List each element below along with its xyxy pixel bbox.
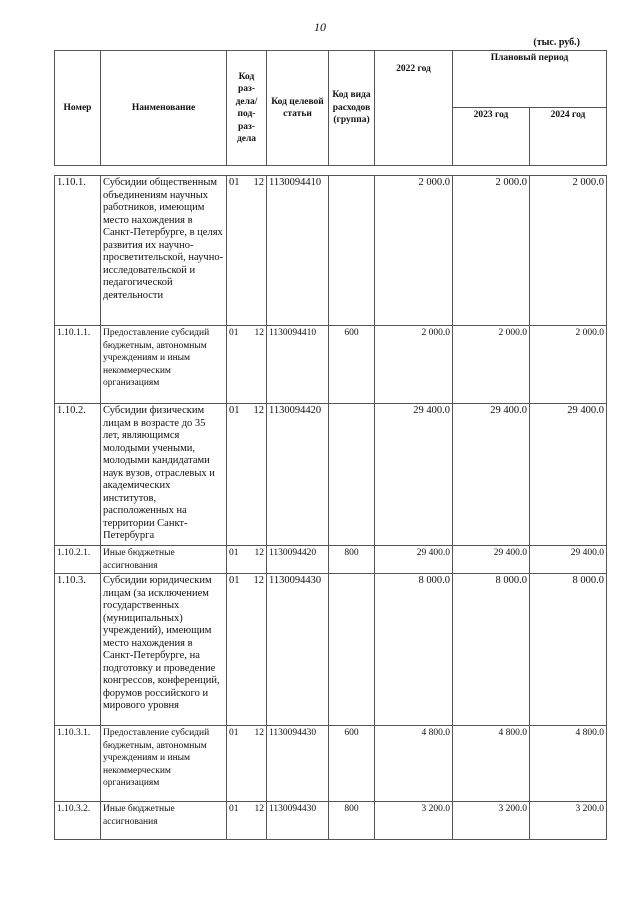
section-code: 01 [229,728,239,738]
row-2022: 3 200.0 [375,802,453,840]
row-2024: 29 400.0 [530,404,607,546]
row-2023: 8 000.0 [453,574,530,726]
row-number: 1.10.1.1. [55,326,101,404]
row-2022: 2 000.0 [375,176,453,326]
row-target-code: 1130094420 [267,546,329,574]
row-name: Иные бюджетные ассигнования [101,546,227,574]
row-section [227,574,267,726]
section-code: 01 [229,405,240,416]
row-2022: 4 800.0 [375,726,453,802]
row-expense-code [329,404,375,546]
header-expense: Код вида расходов (группа) [329,51,375,166]
table-row [55,802,607,840]
row-2022: 29 400.0 [375,404,453,546]
header-name: Наименование [101,51,227,166]
row-expense-code [329,176,375,326]
row-target-code: 1130094410 [267,326,329,404]
section-code: 01 [229,328,239,338]
table-row [55,546,607,574]
row-2022: 8 000.0 [375,574,453,726]
row-name: Предоставление субсидий бюджетным, автономным учреждениям и иным некоммерческим организациям [101,326,227,404]
section-code: 01 [229,575,240,586]
table-row [55,326,607,404]
budget-table [54,50,607,840]
row-number: 1.10.2.1. [55,546,101,574]
row-2023: 29 400.0 [453,404,530,546]
row-expense-code: 600 [329,326,375,404]
row-2024: 8 000.0 [530,574,607,726]
header-section: Код раз- дела/ под- раз- дела [227,51,267,166]
table-row [55,404,607,546]
row-2024: 2 000.0 [530,176,607,326]
header-2022: 2022 год [375,51,453,166]
subsection-code: 12 [254,804,264,814]
table-row [55,176,607,326]
row-name: Субсидии общественным объединениям научных работников, имеющим место нахождения в Санкт-Петербурге, в целях развития их научно-просветительской, научно-исследовательской и педагогической деятельности [101,176,227,326]
section-code: 01 [229,177,240,188]
subsection-code: 12 [253,177,264,188]
row-2024: 4 800.0 [530,726,607,802]
row-expense-code [329,574,375,726]
row-2023: 2 000.0 [453,176,530,326]
header-2023: 2023 год [453,107,530,165]
subsection-code: 12 [253,405,264,416]
row-expense-code: 800 [329,802,375,840]
section-code: 01 [229,548,239,558]
row-target-code: 1130094430 [267,574,329,726]
row-target-code: 1130094430 [267,802,329,840]
row-2024: 29 400.0 [530,546,607,574]
row-name: Иные бюджетные ассигнования [101,802,227,840]
row-number: 1.10.3.2. [55,802,101,840]
row-section [227,404,267,546]
row-section [227,546,267,574]
row-target-code: 1130094420 [267,404,329,546]
row-number: 1.10.3.1. [55,726,101,802]
row-2023: 3 200.0 [453,802,530,840]
row-2022: 29 400.0 [375,546,453,574]
row-2023: 2 000.0 [453,326,530,404]
row-2024: 2 000.0 [530,326,607,404]
row-target-code: 1130094410 [267,176,329,326]
row-name: Субсидии юридическим лицам (за исключением государственных (муниципальных) учреждений), имеющим место нахождения в Санкт-Петербурге, на подготовку и проведение конгрессов, конференций, форумов российского и мирового уровня [101,574,227,726]
header-plan-period: Плановый период [453,51,607,108]
row-number: 1.10.1. [55,176,101,326]
row-section [227,802,267,840]
row-expense-code: 800 [329,546,375,574]
row-name: Предоставление субсидий бюджетным, автономным учреждениям и иным некоммерческим организациям [101,726,227,802]
header-2024: 2024 год [530,107,607,165]
units-label: (тыс. руб.) [533,37,580,48]
row-name: Субсидии физическим лицам в возрасте до 35 лет, являющимся молодыми учеными, молодыми кандидатами наук вузов, отраслевых и академических институтов, расположенных на территории Санкт-Петербурга [101,404,227,546]
row-number: 1.10.3. [55,574,101,726]
row-target-code: 1130094430 [267,726,329,802]
table-row [55,574,607,726]
row-2022: 2 000.0 [375,326,453,404]
row-section [227,726,267,802]
row-2024: 3 200.0 [530,802,607,840]
row-section [227,176,267,326]
section-code: 01 [229,804,239,814]
row-section [227,326,267,404]
table-row [55,726,607,802]
subsection-code: 12 [253,575,264,586]
row-expense-code: 600 [329,726,375,802]
header-target: Код целевой статьи [267,51,329,166]
subsection-code: 12 [254,548,264,558]
page-number: 10 [314,20,326,34]
row-2023: 29 400.0 [453,546,530,574]
subsection-code: 12 [254,728,264,738]
row-number: 1.10.2. [55,404,101,546]
subsection-code: 12 [254,328,264,338]
header-number: Номер [55,51,101,166]
row-2023: 4 800.0 [453,726,530,802]
